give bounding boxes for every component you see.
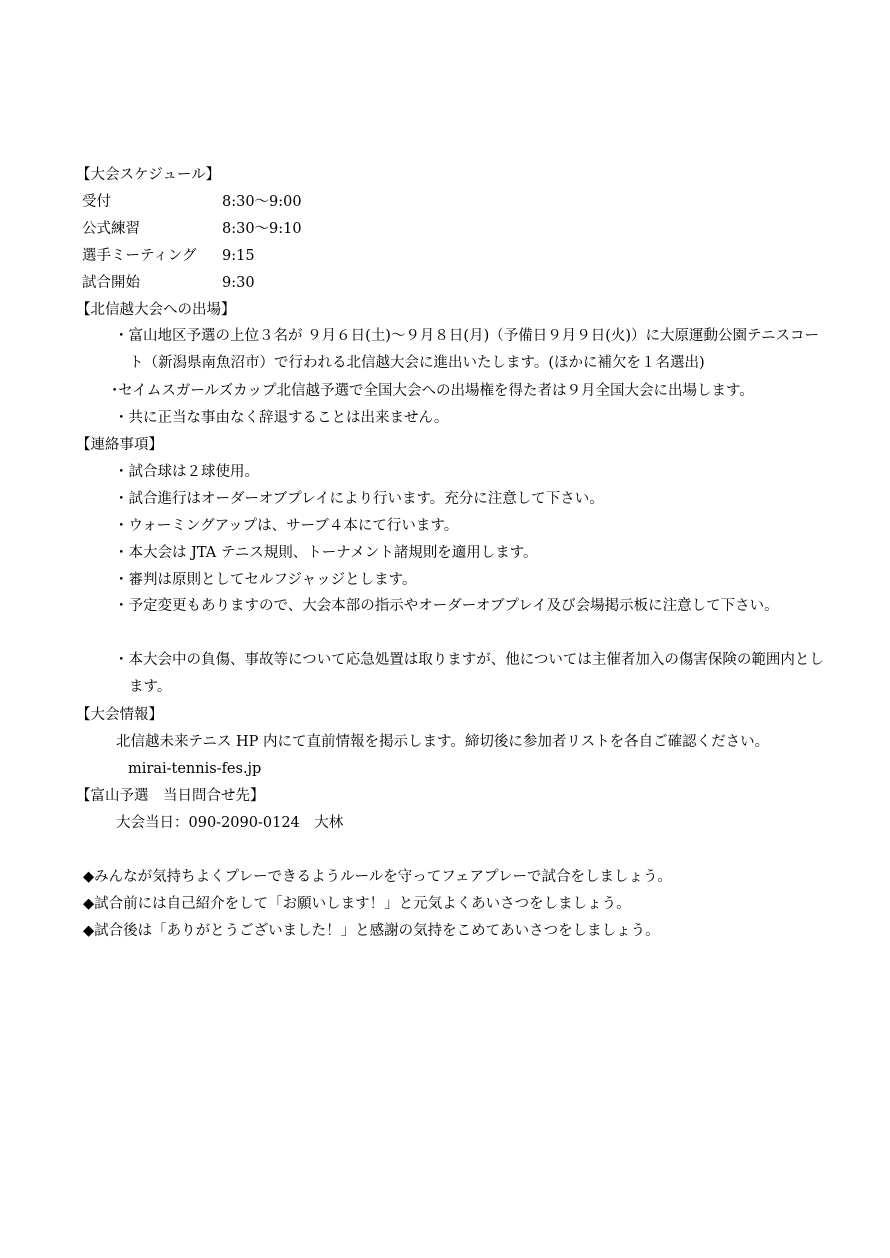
advance-item-3: ・共に正当な事由なく辞退することは出来ません。: [114, 410, 449, 426]
notes-item-5: ・審判は原則としてセルフジャッジとします。: [114, 572, 417, 588]
info-url-link[interactable]: mirai-tennis-fes.jp: [128, 761, 262, 777]
closing-line-1: ◆みんなが気持ちよくプレーできるようルールを守ってフェアプレーで試合をしましょう。: [83, 869, 672, 885]
schedule-label-practice: 公式練習: [82, 221, 140, 237]
schedule-label-reception: 受付: [82, 194, 111, 210]
notes-item-7: ・本大会中の負傷、事故等について応急処置は取りますが、他については主催者加入の傷害保険の範囲内とします。: [114, 652, 824, 695]
notes-item-2: ・試合進行はオーダーオブプレイにより行います。充分に注意して下さい。: [114, 491, 604, 507]
advance-item-2: ･セイムスガールズカップ北信越予選で全国大会への出場権を得た者は９月全国大会に出場します。: [111, 383, 754, 399]
info-text: 北信越未来テニス HP 内にて直前情報を掲示します。締切後に参加者リストを各自ご確認ください。: [116, 734, 770, 750]
schedule-time-reception: 8:30〜9:00: [222, 194, 302, 210]
notes-item-4: ・本大会は JTA テニス規則、トーナメント諸規則を適用します。: [114, 545, 538, 561]
advance-item-1: ・富山地区予選の上位３名が ９月６日(土)〜９月８日(月)（予備日９月９日(火)）に大原運動公園テニスコート（新潟県南魚沼市）で行われる北信越大会に進出いたします。(ほかに補欠を１名選出): [114, 328, 819, 371]
notes-item-1: ・試合球は２球使用。: [114, 464, 259, 480]
notes-item-6: ・予定変更もありますので、大会本部の指示やオーダーオブプレイ及び会場掲示板に注意して下さい。: [114, 598, 779, 614]
notes-item-3: ・ウォーミングアップは、サーブ４本にて行います。: [114, 518, 459, 534]
closing-line-2: ◆試合前には自己紹介をして「お願いします！」と元気よくあいさつをしましょう。: [83, 896, 631, 912]
contact-heading: 【富山予選 当日問合せ先】: [76, 788, 265, 804]
info-heading: 【大会情報】: [76, 707, 163, 723]
schedule-time-meeting: 9:15: [222, 248, 255, 264]
contact-text: 大会当日：090-2090-0124 大林: [116, 815, 344, 831]
closing-line-3: ◆試合後は「ありがとうございました！」と感謝の気持をこめてあいさつをしましょう。: [83, 923, 660, 939]
notes-heading: 【連絡事項】: [76, 437, 163, 453]
schedule-heading: 【大会スケジュール】: [76, 167, 221, 183]
schedule-time-practice: 8:30〜9:10: [222, 221, 302, 237]
schedule-label-meeting: 選手ミーティング: [82, 248, 197, 264]
schedule-time-start: 9:30: [222, 275, 255, 291]
schedule-label-start: 試合開始: [82, 275, 140, 291]
advance-heading: 【北信越大会への出場】: [76, 302, 236, 318]
